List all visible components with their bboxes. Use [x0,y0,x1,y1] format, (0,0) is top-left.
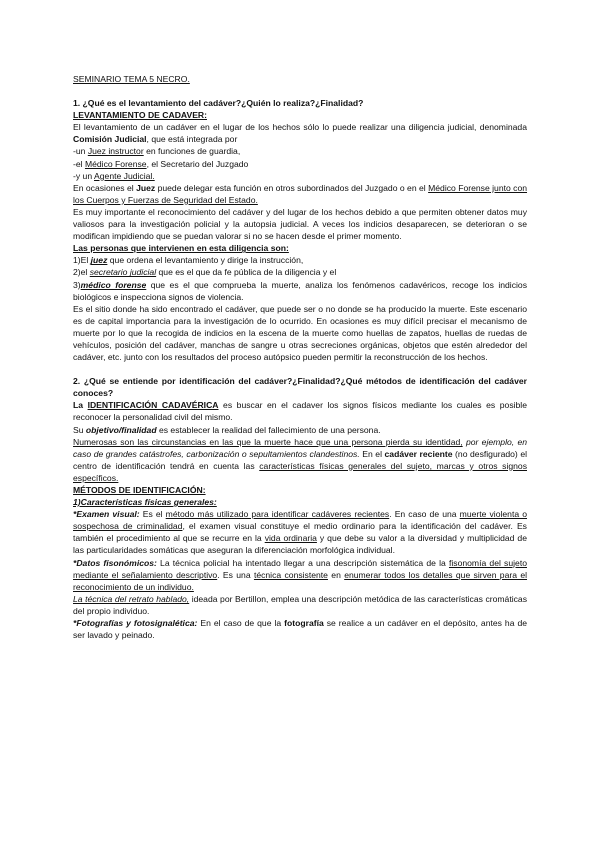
paragraph: El levantamiento de un cadáver en el lugar de los hechos sólo lo puede realizar una diligencia judicial, denominada Comisión Judicial, que está integrada por [73,122,527,145]
list-item: 2)el secretario judicial que es el que da fe pública de la diligencia y el [73,267,337,278]
paragraph: Su objetivo/finalidad es establecer la realidad del fallecimiento de una persona. [73,424,381,435]
list-item: 3)médico forense que es el que comprueba la muerte, analiza los fenómenos cadavéricos, recoge los indicios biológicos e inspecciona signos de violencia. [73,279,527,302]
list-item: -el Médico Forense, el Secretario del Juzgado [73,158,249,169]
list-item: 1)El juez que ordena el levantamiento y dirige la instrucción, [73,255,304,266]
question-1: 1. ¿Qué es el levantamiento del cadáver?¿Quién lo realiza?¿Finalidad? [73,98,364,109]
list-item: -y un Agente Judicial. [73,170,155,181]
paragraph: *Fotografías y fotosignalética: En el caso de que la fotografía se realice a un cadáver en el depósito, antes ha de ser lavado y peinado. [73,618,528,641]
paragraph: La técnica del retrato hablado, ideada por Bertillon, emplea una descripción metódica de las características cromáticas del propio individuo. [73,593,527,616]
section-heading-levantamiento: LEVANTAMIENTO DE CADAVER: [73,110,207,121]
paragraph: Es muy importante el reconocimiento del cadáver y del lugar de los hechos debido a que permiten obtener datos muy valiosos para la investigación policial y la autopsia judicial. A veces los indicios desaparecen, se deterioran o se modifican impidiendo que se puedan valorar si no se hacen desde el primer momento. [73,206,527,242]
list-item: -un Juez instructor en funciones de guardia, [73,146,241,157]
document-body [73,73,527,641]
section-heading-metodos: MÉTODOS DE IDENTIFICACIÓN: [73,485,206,495]
document-title [73,73,527,85]
paragraph: *Examen visual: Es el método más utilizado para identificar cadáveres recientes. En caso de una muerte violenta o sospechosa de criminalidad, el examen visual constituye el medio ordinario para la identificación del cadáver. Es también el procedimiento al que se recurre en la vida ordinaria y que debe su valor a la diversidad y multiplicidad de las particularidades somáticas que aseguran la diferenciación morfológica individual. [73,509,528,556]
paragraph: *Datos fisonómicos: La técnica policial ha intentado llegar a una descripción sistemática de la fisonomía del sujeto mediante el señalamiento descriptivo. Es una técnica consistente en enumerar todos los detalles que sirven para el reconocimiento de un individuo. [73,557,528,592]
paragraph: Numerosas son las circunstancias en las que la muerte hace que una persona pierda su identidad, por ejemplo, en caso de grandes catástrofes, carbonización o sepultamientos clandestinos. En el cadáver reciente (no desfigurado) el centro de identificación tendrá en cuenta las características físicas generales del sujeto, marcas y otros signos específicos. [73,436,528,483]
question-2: 2. ¿Qué se entiende por identificación del cadáver?¿Finalidad?¿Qué métodos de identificación del cadáver conoces? [73,376,527,399]
subheading-personas: Las personas que intervienen en esta diligencia son: [73,243,289,254]
paragraph: Es el sitio donde ha sido encontrado el cadáver, que puede ser o no donde se ha producido la muerte. Este escenario es de capital importancia para la investigación de lo ocurrido. En ocasiones es muy difícil precisar el mecanismo de muerte por lo que la recogida de indicios en la escena de la muerte como huellas de zapatos, huellas de ruedas de vehículos, posición del cadáver, manchas de sangre u otras secreciones orgánicas, objetos que estén alrededor del cadáver, etc. junto con los resultados del proceso autópsico pueden permitir la reconstrucción de los hechos. [73,303,527,363]
paragraph: La IDENTIFICACIÓN CADAVÉRICA es buscar en el cadaver los signos físicos mediante los cuales es posible reconocer la personalidad civil del mismo. [73,400,527,423]
paragraph: En ocasiones el Juez puede delegar esta función en otros subordinados del Juzgado o en el Médico Forense junto con los Cuerpos y Fuerzas de Seguridad del Estado. [73,182,528,205]
subheading-caracteristicas: 1)Características físicas generales: [73,497,217,508]
title-text: SEMINARIO TEMA 5 NECRO. [73,74,190,84]
